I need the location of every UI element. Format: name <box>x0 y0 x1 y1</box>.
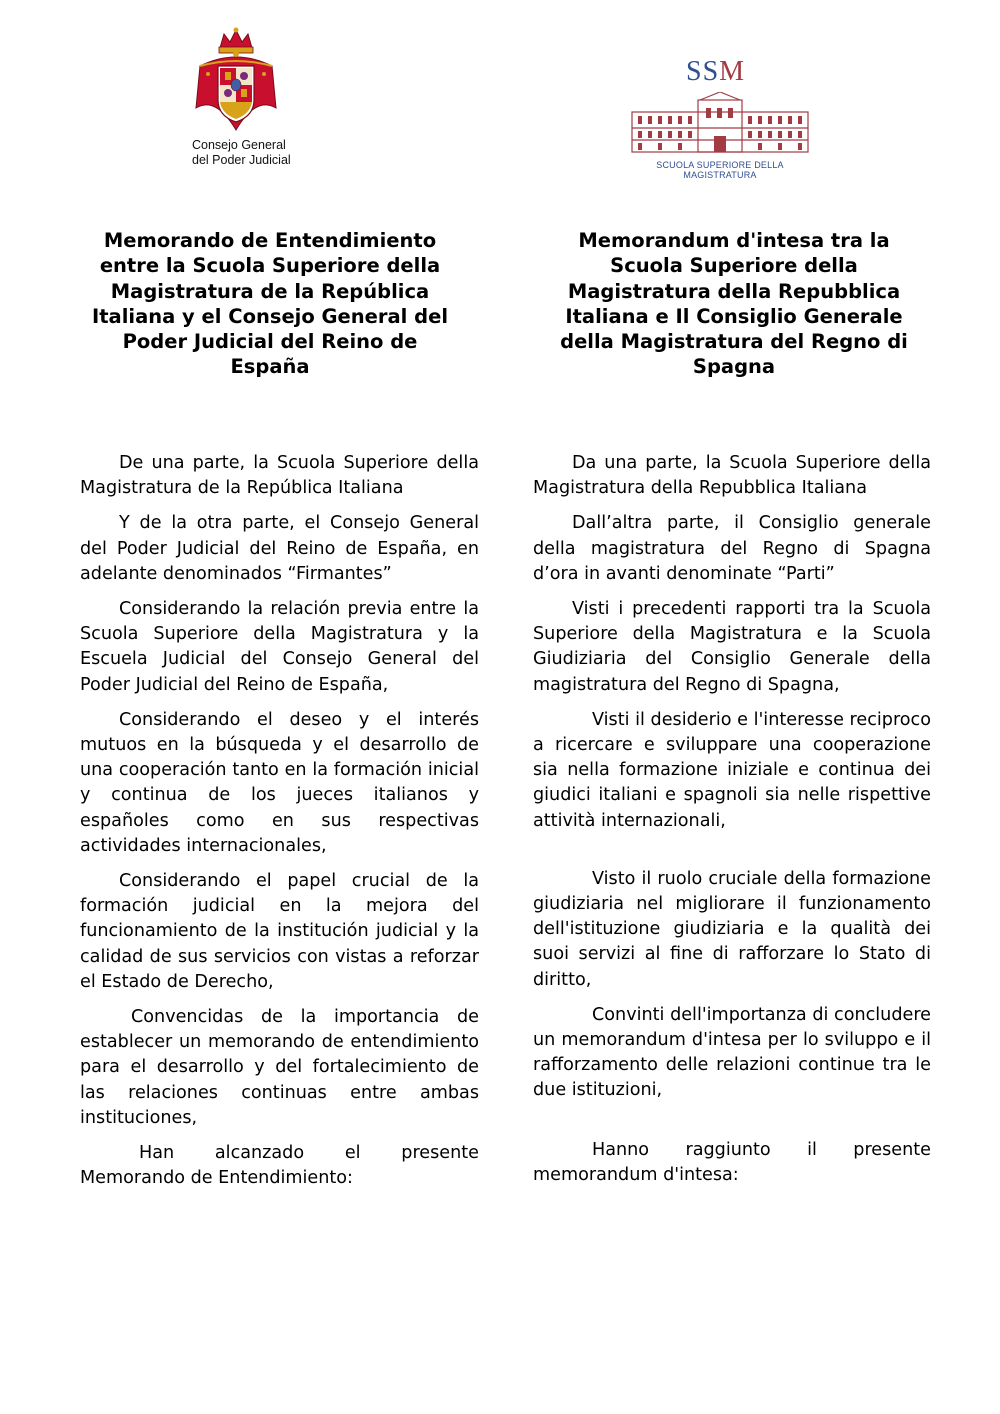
italian-paragraph: Visto il ruolo cruciale della formazione giudiziaria nel migliorare il funzionamento dell'istituzione giudiziaria e la qualità dei suoi servizi al fine di rafforzare lo Stato di diritto, <box>533 868 931 990</box>
italian-title: Memorandum d'intesa tra la Scuola Superiore della Magistratura della Repubblica Italiana e Il Consiglio Generale della Magistratura del Regno di Spagna <box>560 229 908 379</box>
italian-paragraph: Da una parte, la Scuola Superiore della Magistratura della Repubblica Italiana <box>533 453 931 499</box>
ssm-name: SCUOLA SUPERIORE DELLA MAGISTRATURA <box>656 160 784 180</box>
italian-paragraph: Visti i precedenti rapporti tra la Scuola Superiore della Magistratura e la Scuola Giudiziaria del Consiglio Generale della magistratura del Regno di Spagna, <box>533 599 931 695</box>
ssm-monogram <box>686 56 745 88</box>
spanish-paragraph: Convencidas de la importancia de establecer un memorando de entendimiento para el desarrollo y del fortalecimiento de las relaciones continuas entre ambas instituciones, <box>80 1007 479 1128</box>
spanish-title: Memorando de Entendimiento entre la Scuola Superiore della Magistratura de la República Italiana y el Consejo General del Poder Judicial del Reino de España <box>91 229 449 379</box>
coat-of-arms-icon <box>186 26 286 138</box>
italian-paragraph: Visti il desiderio e l'interesse reciproco a ricercare e sviluppare una cooperazione sia nella formazione iniziale e continua dei giudici italiani e spagnoli sia nelle rispettive attività internazionali, <box>533 709 931 831</box>
italian-paragraph: Dall’altra parte, il Consiglio generale della magistratura del Regno di Spagna d’ora in avanti denominate “Parti” <box>533 513 931 584</box>
italian-column <box>533 451 931 1188</box>
spanish-column <box>80 451 479 1191</box>
spanish-paragraph: Considerando la relación previa entre la Scuola Superiore della Magistratura y la Escuela Judicial del Consejo General del Poder Judicial del Reino de España, <box>80 599 479 695</box>
ssm-mark-m: M <box>719 56 746 87</box>
spanish-paragraph: Considerando el papel crucial de la formación judicial en la mejora del funcionamiento de la institución judicial y la calidad de sus servicios con vistas a reforzar el Estado de Derecho, <box>80 871 479 992</box>
ssm-logo <box>624 52 816 180</box>
spanish-paragraph: De una parte, la Scuola Superiore della Magistratura de la República Italiana <box>80 453 479 499</box>
italian-paragraph: Convinti dell'importanza di concludere un memorandum d'intesa per lo sviluppo e il rafforzamento delle relazioni continue tra le due istituzioni, <box>533 1004 931 1101</box>
cgpj-caption-line1: Consejo General <box>192 138 286 152</box>
ssm-mark-ss: SS <box>686 56 720 87</box>
cgpj-caption-line2: del Poder Judicial <box>192 153 291 167</box>
building-icon <box>628 92 812 156</box>
spanish-paragraph: Y de la otra parte, el Consejo General del Poder Judicial del Reino de España, en adelante denominados “Firmantes” <box>80 513 479 584</box>
cgpj-logo <box>186 26 296 176</box>
spanish-paragraph: Considerando el deseo y el interés mutuos en la búsqueda y el desarrollo de una cooperación tanto en la formación inicial y continua de los jueces italianos y españoles como en sus respectivas actividades internacionales, <box>80 709 479 856</box>
italian-paragraph: Hanno raggiunto il presente memorandum d'intesa: <box>533 1139 931 1185</box>
spanish-paragraph: Han alcanzado el presente Memorando de Entendimiento: <box>80 1143 479 1189</box>
